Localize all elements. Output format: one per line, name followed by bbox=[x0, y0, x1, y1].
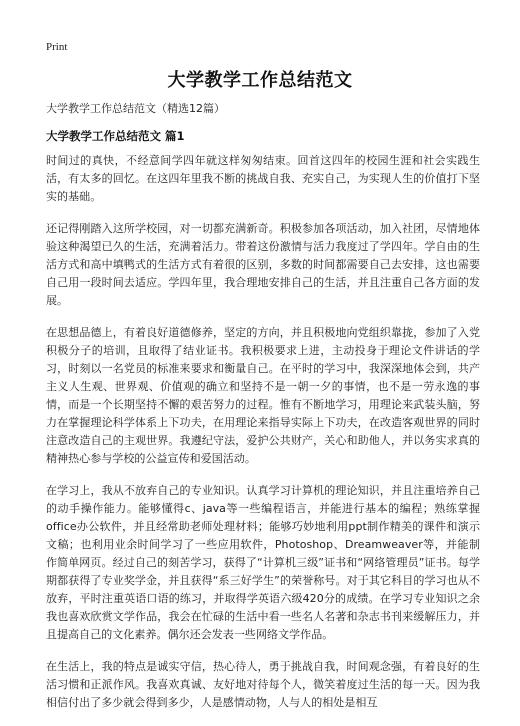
page-title: 大学教学工作总结范文 bbox=[167, 70, 353, 91]
print-link[interactable]: Print bbox=[46, 41, 68, 53]
document-subtitle: 大学教学工作总结范文（精选12篇） bbox=[46, 102, 225, 115]
paragraph: 在生活上，我的特点是诚实守信，热心待人，勇于挑战自我，时间观念强，有着良好的生活习惯和正派作风。我喜欢真诚、友好地对待每个人，微笑着度过生活的每一天。因为我相信付出了多少就会得到多少，人是感情动物，人与人的相处是相互 bbox=[46, 660, 480, 709]
paragraph: 时间过的真快，不经意间学四年就这样匆匆结束。回首这四年的校园生涯和社会实践生活，有太多的回忆。在这四年里我不断的挑战自我、充实自己，为实现人生的价值打下坚实的基础。 bbox=[46, 154, 480, 203]
paragraph: 在学习上，我从不放弃自己的专业知识。认真学习计算机的理论知识，并且注重培养自己的动手操作能力。能够懂得c、java等一些编程语言，并能进行基本的编程；熟练掌握office办公软件，并且经常助老师处理材料；能够巧妙地利用ppt制作精美的课件和演示文稿；也利用业余时间学习了一些应用软件，Photoshop、Dreamweaver等，并能制作简单网页。经过自己的刻苦学习，获得了“计算机三级”证书和“网络管理员”证书。每学期都获得了专业奖学金，并且获得“系三好学生”的荣誉称号。对于其它科目的学习也从不放弃，平时注重英语口语的练习，并取得学英语六级420分的成绩。在学习专业知识之余我也喜欢欣赏文学作品，我会在忙碌的生活中看一些名人名著和杂志书刊来缓解压力，并且提高自己的文化素养。偶尔还会发表一些网络文学作品。 bbox=[46, 484, 480, 641]
section-heading: 大学教学工作总结范文 篇1 bbox=[46, 129, 185, 143]
article-body bbox=[46, 152, 480, 726]
paragraph: 还记得刚踏入这所学校园，对一切都充满新奇。积极参加各项活动，加入社团，尽情地体验这种渴望已久的生活，充满着活力。带着这份激情与活力我度过了学四年。学自由的生活方式和高中填鸭式的生活方式有着很的区别，多数的时间都需要自己去安排，这也需要自己用一段时间去适应。学四年里，我合理地安排自己的生活，并且注重自己各方面的发展。 bbox=[46, 222, 480, 307]
paragraph: 在思想品德上，有着良好道德修养，坚定的方向，并且积极地向党组织靠拢，参加了入党积极分子的培训，且取得了结业证书。我积极要求上进，主动投身于理论文件讲话的学习，时刻以一名党员的标准来要求和衡量自己。在平时的学习中，我深深地体会到，共产主义人生观、世界观、价值观的确立和坚持不是一朝一夕的事情，也不是一劳永逸的事情，而是一个长期坚持不懈的艰苦努力的过程。惟有不断地学习，用理论来武装头脑，努力在掌握理论科学体系上下功夫，在用理论来指导实际上下功夫，在改造客观世界的同时注意改造自己的主观世界。我遵纪守法，爱护公共财产，关心和助他人，并以务实求真的精神热心参与学校的公益宣传和爱国活动。 bbox=[46, 326, 480, 465]
